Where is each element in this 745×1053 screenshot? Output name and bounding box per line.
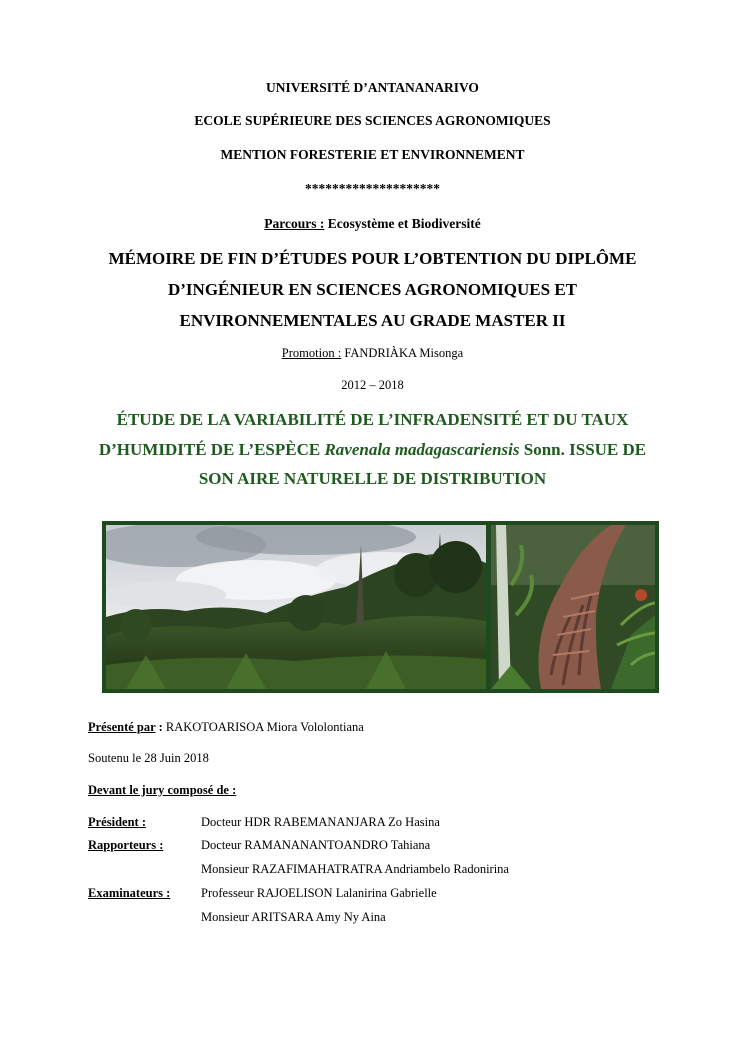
president-label-line [88, 815, 146, 830]
school-name: ECOLE SUPÉRIEURE DES SCIENCES AGRONOMIQUES [194, 113, 551, 128]
memoire-line-1: MÉMOIRE DE FIN D’ÉTUDES POUR L’OBTENTION DU DIPLÔME [108, 249, 637, 268]
promotion-label: Promotion : [281, 346, 342, 360]
presented-by-line [88, 720, 364, 735]
parcours-line [0, 216, 745, 232]
promotion-line [0, 346, 745, 361]
forest-landscape-photo [106, 525, 486, 689]
mention-name: MENTION FORESTERIE ET ENVIRONNEMENT [220, 147, 525, 162]
examinateurs-label-line [88, 886, 170, 901]
president-colon: : [138, 815, 146, 829]
ravenala-trunk-photo [491, 525, 655, 689]
defense-date: Soutenu le 28 Juin 2018 [88, 751, 209, 765]
promotion-value: FANDRIÀKA Misonga [341, 346, 464, 360]
examinateurs-label: Examinateurs [88, 886, 163, 900]
cover-photos [102, 521, 659, 693]
thesis-title-part-a: D’HUMIDITÉ DE L’ESPÈCE [98, 440, 325, 459]
rapporteurs-label-line [88, 838, 163, 853]
president-name: Docteur HDR RABEMANANJARA Zo Hasina [201, 815, 440, 829]
thesis-title-part-b: Sonn. ISSUE DE [519, 440, 647, 459]
thesis-title-line-3: SON AIRE NATURELLE DE DISTRIBUTION [198, 469, 547, 488]
examinateur-1-name: Professeur RAJOELISON Lalanirina Gabrielle [201, 886, 437, 900]
rapporteurs-label: Rapporteurs [88, 838, 157, 852]
examinateur-2-name: Monsieur ARITSARA Amy Ny Aina [201, 910, 386, 924]
thesis-title-line-1: ÉTUDE DE LA VARIABILITÉ DE L’INFRADENSITÉ ET DU TAUX [116, 410, 629, 429]
rapporteur-1-name: Docteur RAMANANANTOANDRO Tahiana [201, 838, 431, 852]
thesis-title-line-2 [0, 440, 745, 460]
memoire-line-2: D’INGÉNIEUR EN SCIENCES AGRONOMIQUES ET [167, 280, 578, 299]
parcours-value: Ecosystème et Biodiversité [324, 216, 481, 231]
examinateurs-colon: : [163, 886, 171, 900]
presented-by-label: Présenté par [88, 720, 156, 734]
rapporteur-2-name: Monsieur RAZAFIMAHATRATRA Andriambelo Radonirina [201, 862, 509, 876]
memoire-line-3: ENVIRONNEMENTALES AU GRADE MASTER II [179, 311, 566, 330]
presented-by-colon: : [155, 720, 163, 734]
president-label: Président [88, 815, 139, 829]
years: 2012 – 2018 [341, 378, 404, 392]
rapporteurs-colon: : [156, 838, 164, 852]
jury-heading: Devant le jury composé de : [88, 783, 237, 797]
stars-separator: ******************** [305, 181, 440, 196]
university-name: UNIVERSITÉ D’ANTANANARIVO [266, 80, 479, 95]
presented-by-value: RAKOTOARISOA Miora Vololontiana [162, 720, 364, 734]
species-name: Ravenala madagascariensis [324, 440, 520, 459]
parcours-label: Parcours : [264, 216, 325, 231]
